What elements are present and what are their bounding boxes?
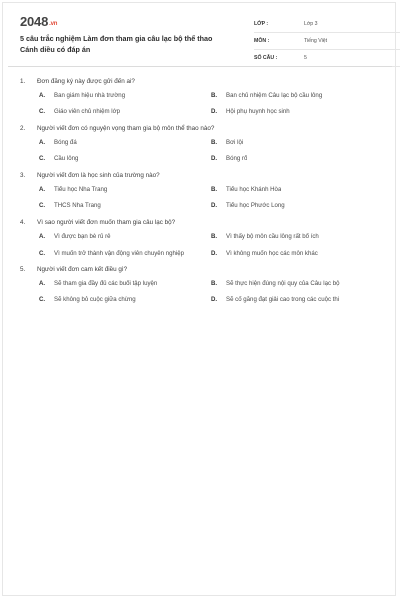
question-stem (20, 219, 380, 233)
question-number: 1. (20, 78, 26, 85)
option-letter: B. (211, 233, 218, 240)
option-text: Sẽ không bỏ cuộc giữa chừng (54, 296, 136, 303)
option-a[interactable] (39, 139, 211, 149)
option-d[interactable] (211, 202, 381, 212)
option-a[interactable] (39, 92, 211, 102)
question-1 (20, 78, 380, 118)
option-d[interactable] (211, 108, 381, 118)
question-number: 3. (20, 172, 26, 179)
meta-value: Tiếng Việt (304, 38, 328, 44)
option-grid (39, 92, 380, 118)
option-c[interactable] (39, 249, 211, 259)
question-text: Người viết đơn là học sinh của trường nào? (37, 172, 160, 179)
question-2 (20, 125, 380, 165)
option-letter: B. (211, 280, 218, 287)
question-5 (20, 266, 380, 306)
question-stem (20, 125, 380, 139)
option-letter: D. (211, 155, 218, 162)
question-3 (20, 172, 380, 212)
meta-label: SỐ CÂU : (254, 55, 278, 61)
option-letter: A. (39, 280, 46, 287)
header-divider (8, 66, 392, 67)
option-d[interactable] (211, 296, 381, 306)
option-letter: B. (211, 139, 218, 146)
document-header (20, 14, 380, 62)
option-text: Vì được bạn bè rủ rê (54, 233, 111, 240)
option-text: Sẽ thực hiện đúng nội quy của Câu lạc bộ (226, 280, 340, 287)
question-text: Đơn đăng ký này được gửi đến ai? (37, 78, 135, 85)
option-text: Ban chủ nhiệm Câu lạc bộ cầu lông (226, 92, 323, 99)
question-stem (20, 172, 380, 186)
option-d[interactable] (211, 155, 381, 165)
option-letter: A. (39, 92, 46, 99)
meta-info (254, 18, 400, 69)
option-letter: C. (39, 155, 46, 162)
option-b[interactable] (211, 186, 381, 196)
meta-label: MÔN : (254, 38, 270, 44)
option-a[interactable] (39, 233, 211, 243)
option-letter: C. (39, 202, 46, 209)
meta-row-class (254, 18, 400, 33)
option-grid (39, 186, 380, 212)
option-letter: A. (39, 233, 46, 240)
meta-row-count (254, 52, 400, 67)
option-letter: D. (211, 202, 218, 209)
question-stem (20, 78, 380, 92)
question-4 (20, 219, 380, 259)
option-b[interactable] (211, 280, 381, 290)
question-text: Vì sao người viết đơn muốn tham gia câu lạc bộ? (37, 219, 176, 226)
option-c[interactable] (39, 155, 211, 165)
option-c[interactable] (39, 202, 211, 212)
option-text: Tiểu học Phước Long (226, 202, 285, 209)
option-text: Bơi lội (226, 139, 244, 146)
option-grid (39, 233, 380, 259)
meta-row-subject (254, 35, 400, 50)
question-number: 4. (20, 219, 26, 226)
option-text: Tiểu học Khánh Hòa (226, 186, 282, 193)
option-text: Cầu lông (54, 155, 79, 162)
meta-label: LỚP : (254, 21, 269, 27)
question-number: 2. (20, 125, 26, 132)
document-title: 5 câu trắc nghiệm Làm đơn tham gia câu lạc bộ thể thao Cánh diều có đáp án (20, 34, 213, 54)
option-text: Hội phụ huynh học sinh (226, 108, 290, 115)
option-text: Vì thấy bộ môn cầu lông rất bổ ích (226, 233, 319, 240)
option-text: Vì muốn trở thành vận động viên chuyên nghiệp (54, 249, 185, 257)
option-a[interactable] (39, 280, 211, 290)
option-letter: A. (39, 139, 46, 146)
option-grid (39, 280, 380, 306)
option-letter: B. (211, 186, 218, 193)
meta-value: Lớp 3 (304, 21, 318, 27)
option-text: Sẽ cố gắng đạt giải cao trong các cuộc thi (226, 296, 340, 303)
option-c[interactable] (39, 108, 211, 118)
option-letter: C. (39, 108, 46, 115)
site-logo[interactable] (20, 14, 57, 29)
meta-value: 5 (304, 55, 307, 61)
question-list (20, 78, 380, 313)
logo-suffix: .vn (49, 21, 58, 27)
option-text: Giáo viên chủ nhiệm lớp (54, 108, 120, 115)
option-text: THCS Nha Trang (54, 202, 101, 209)
option-letter: D. (211, 296, 218, 303)
question-text: Người viết đơn có nguyện vọng tham gia bộ môn thể thao nào? (37, 125, 215, 132)
option-text: Vì không muốn học các môn khác (226, 249, 318, 257)
option-letter: D. (211, 249, 218, 257)
option-letter: D. (211, 108, 218, 115)
question-text: Người viết đơn cam kết điều gì? (37, 266, 128, 273)
option-text: Tiểu học Nha Trang (54, 186, 108, 193)
option-a[interactable] (39, 186, 211, 196)
option-grid (39, 139, 380, 165)
option-letter: B. (211, 92, 218, 99)
option-text: Bóng đá (54, 139, 77, 146)
option-c[interactable] (39, 296, 211, 306)
question-number: 5. (20, 266, 26, 273)
option-letter: C. (39, 249, 46, 257)
option-b[interactable] (211, 92, 381, 102)
option-letter: C. (39, 296, 46, 303)
logo-text: 2048 (20, 14, 49, 29)
option-text: Ban giám hiệu nhà trường (54, 92, 126, 99)
option-b[interactable] (211, 233, 381, 243)
option-b[interactable] (211, 139, 381, 149)
option-text: Sẽ tham gia đầy đủ các buổi tập luyện (54, 280, 158, 287)
option-d[interactable] (211, 249, 381, 259)
question-stem (20, 266, 380, 280)
option-text: Bóng rổ (226, 155, 248, 162)
option-letter: A. (39, 186, 46, 193)
